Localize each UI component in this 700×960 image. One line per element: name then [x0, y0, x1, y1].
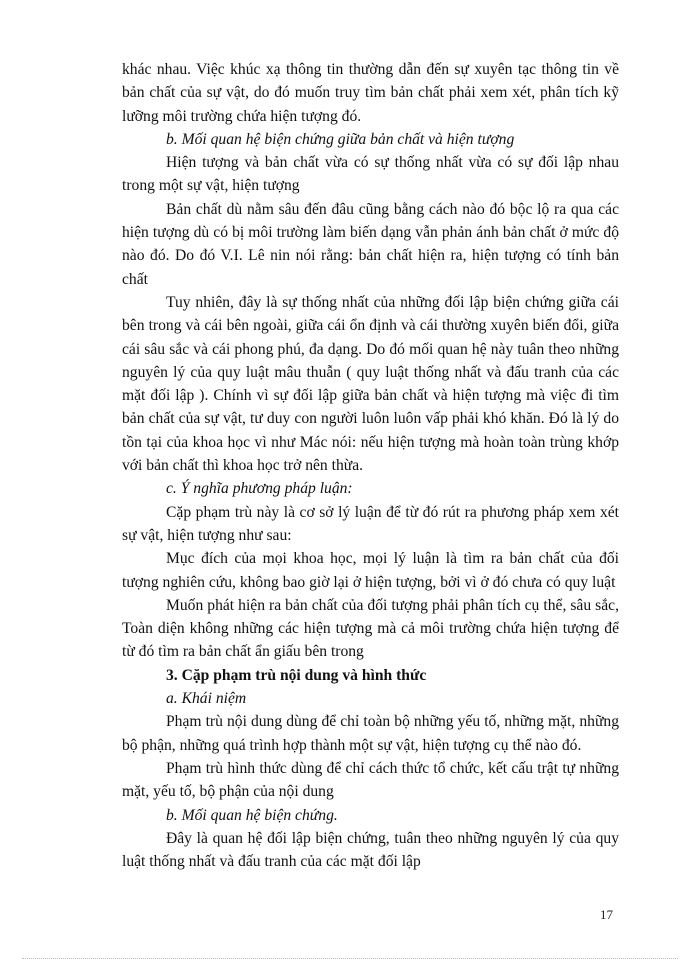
paragraph: Phạm trù hình thức dùng để chỉ cách thức tổ chức, kết cấu trật tự những mặt, yếu tố, bộ phận của nội dung — [122, 759, 619, 801]
paragraph: Mục đích của mọi khoa học, mọi lý luận là tìm ra bản chất của đối tượng nghiên cứu, không bao giờ lại ở hiện tượng, bởi vì ở đó chưa có quy luật — [122, 550, 619, 591]
paragraph: Bản chất dù nằm sâu đến đâu cũng bằng cách nào đó bộc lộ ra qua các hiện tượng dù có bị môi trường làm biến dạng vẫn phản ánh bản chất ở mức độ nào đó. Do đó V.I. Lê nin nói rằng: bản chất hiện ra, hiện tượng có tính bản chất — [122, 200, 619, 288]
paragraph: Cặp phạm trù này là cơ sở lý luận để từ đó rút ra phương pháp xem xét sự vật, hiện tượng như sau: — [122, 503, 619, 544]
page-number: 17 — [600, 907, 613, 922]
paragraph: khác nhau. Việc khúc xạ thông tin thường dẫn đến sự xuyên tạc thông tin về bản chất của sự vật, do đó muốn truy tìm bản chất phải xem xét, phân tích kỹ lưỡng môi trường chứa hiện tượng đó. — [122, 61, 619, 125]
subheading: b. Mối quan hệ biện chứng giữa bản chất và hiện tượng — [166, 130, 515, 148]
paragraph: Muốn phát hiện ra bản chất của đối tượng phải phân tích cụ thể, sâu sắc, Toàn diện không những các hiện tượng mà cả môi trường chứa hiện tượng để từ đó tìm ra bản chất ẩn giấu bên trong — [122, 596, 619, 661]
subheading: c. Ý nghĩa phương pháp luận: — [166, 480, 353, 498]
paragraph: Tuy nhiên, đây là sự thống nhất của những đối lập biện chứng giữa cái bên trong và cái bên ngoài, giữa cái ổn định và cái thường xuyên biến đổi, giữa cái sâu sắc và cái phong phú, đa dạng. Do đó mối quan hệ này tuân theo những nguyên lý của quy luật mâu thuẫn ( quy luật thống nhất và đấu tranh của các mặt đối lập ). Chính vì sự đối lập giữa bản chất và hiện tượng mà việc đi tìm bản chất của sự vật, tư duy con người luôn luôn vấp phải khó khăn. Đó là lý do tồn tại của khoa học vì như Mác nói: nếu hiện tượng mà hoàn toàn trùng khớp với bản chất thì khoa học trở nên thừa. — [122, 293, 619, 475]
subheading: b. Mối quan hệ biện chứng. — [166, 806, 338, 824]
section-heading: 3. Cặp phạm trù nội dung và hình thức — [166, 666, 427, 684]
paragraph: Phạm trù nội dung dùng để chỉ toàn bộ những yếu tố, những mặt, những bộ phận, những quá trình hợp thành một sự vật, hiện tượng cụ thể nào đó. — [122, 713, 619, 754]
paragraph: Hiện tượng và bản chất vừa có sự thống nhất vừa có sự đối lập nhau trong một sự vật, hiện tượng — [122, 154, 619, 195]
footer-divider — [22, 958, 678, 959]
subheading: a. Khái niệm — [166, 690, 247, 708]
paragraph: Đây là quan hệ đối lập biện chứng, tuân theo những nguyên lý của quy luật thống nhất và đấu tranh của các mặt đối lập — [122, 829, 619, 871]
body-text — [122, 58, 619, 873]
